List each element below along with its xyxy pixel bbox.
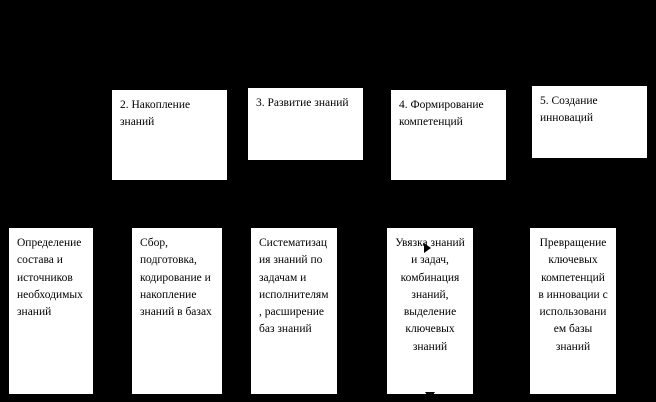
task-box-3: Систематизация знаний по задачам и исполнителям, расширение баз знаний [250, 227, 338, 395]
stage-box-4: 4. Формирование компетенций [390, 89, 507, 181]
connector-vline-stage-2 [169, 181, 171, 199]
connector-vline-stage-4 [448, 181, 450, 199]
task-box-4: Увязка знаний и задач, комбинация знаний, выделение ключевых знаний [386, 227, 474, 395]
stage-box-2: 2. Накопление знаний [111, 89, 228, 181]
connector-vline-task-2 [169, 198, 171, 227]
arrow-down-below-task-4 [425, 392, 435, 399]
task-box-2: Сбор, подготовка, кодирование и накопление знаний в базах [131, 227, 223, 395]
stage-box-3: 3. Развитие знаний [247, 87, 364, 161]
connector-vline-task-5 [589, 198, 591, 227]
connector-vline-stage-3 [305, 161, 307, 199]
connector-hline-top [0, 198, 654, 200]
connector-vline-task-4 [429, 198, 431, 227]
connector-vline-task-1 [49, 198, 51, 227]
connector-vline-stage-5 [589, 159, 591, 199]
connector-vline-task-3 [305, 198, 307, 227]
stage-box-5: 5. Создание инноваций [531, 85, 648, 159]
arrow-right-into-task-4 [424, 243, 431, 253]
task-box-1: Определение состава и источников необходимых знаний [8, 227, 94, 395]
task-box-5: Превращение ключевых компетенций в инновации с использованием базы знаний [529, 227, 617, 395]
